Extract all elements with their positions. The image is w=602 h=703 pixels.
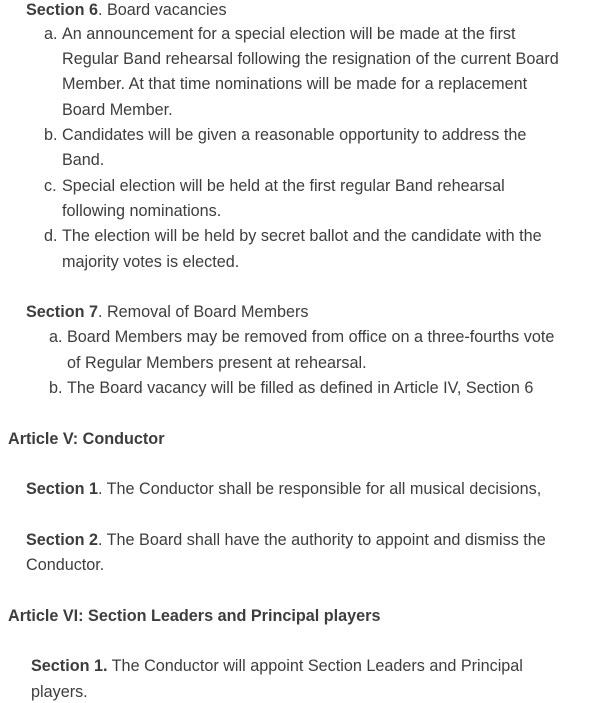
list-item-6a-line-4: Board Member. [62, 101, 173, 119]
list-item-6c-line-2: following nominations. [62, 202, 222, 220]
section-7-title: . Removal of Board Members [97, 303, 309, 321]
article-5-section-2-line-2: Conductor. [26, 556, 105, 574]
article-5-section-1-text: . The Conductor shall be responsible for all musical decisions, [97, 480, 542, 498]
section-7-heading [26, 302, 309, 322]
list-marker-6b: b. [44, 126, 58, 144]
section-6-title: . Board vacancies [97, 1, 227, 19]
section-6-heading [26, 0, 227, 20]
list-marker-7b: b. [49, 379, 63, 397]
list-item-6b-line-2: Band. [62, 151, 105, 169]
list-item-6d-line-1: The election will be held by secret ballot and the candidate with the [62, 227, 542, 245]
article-5-heading: Article V: Conductor [8, 430, 165, 448]
list-item-7a-line-1: Board Members may be removed from office on a three-fourths vote [67, 328, 555, 346]
section-6-label: Section 6 [26, 1, 98, 19]
article-5-section-1-label: Section 1 [26, 480, 98, 498]
article-6-section-1-line-2: players. [31, 683, 88, 701]
list-item-6b-line-1: Candidates will be given a reasonable opportunity to address the [62, 126, 527, 144]
list-item-6a-line-3: Member. At that time nominations will be made for a replacement [62, 75, 528, 93]
article-6-heading: Article VI: Section Leaders and Principal players [8, 607, 381, 625]
article-5-section-2-label: Section 2 [26, 531, 98, 549]
list-marker-6c: c. [44, 177, 57, 195]
list-marker-6d: d. [44, 227, 58, 245]
list-item-7a-line-2: of Regular Members present at rehearsal. [67, 354, 367, 372]
list-item-6a-line-1: An announcement for a special election will be made at the first [62, 25, 516, 43]
article-6-section-1-text: The Conductor will appoint Section Leaders and Principal [107, 657, 523, 675]
list-marker-7a: a. [49, 328, 63, 346]
article-5-section-1 [26, 479, 541, 499]
article-6-section-1-line-1 [31, 656, 523, 676]
article-5-section-2-text: . The Board shall have the authority to appoint and dismiss the [97, 531, 546, 549]
section-7-label: Section 7 [26, 303, 98, 321]
list-item-7b-line-1: The Board vacancy will be filled as defined in Article IV, Section 6 [67, 379, 534, 397]
list-item-6c-line-1: Special election will be held at the first regular Band rehearsal [62, 177, 505, 195]
list-item-6a-line-2: Regular Band rehearsal following the resignation of the current Board [62, 50, 559, 68]
list-item-6d-line-2: majority votes is elected. [62, 253, 240, 271]
article-6-section-1-label: Section 1. [31, 657, 108, 675]
article-5-section-2-line-1 [26, 530, 546, 550]
list-marker-6a: a. [44, 25, 58, 43]
